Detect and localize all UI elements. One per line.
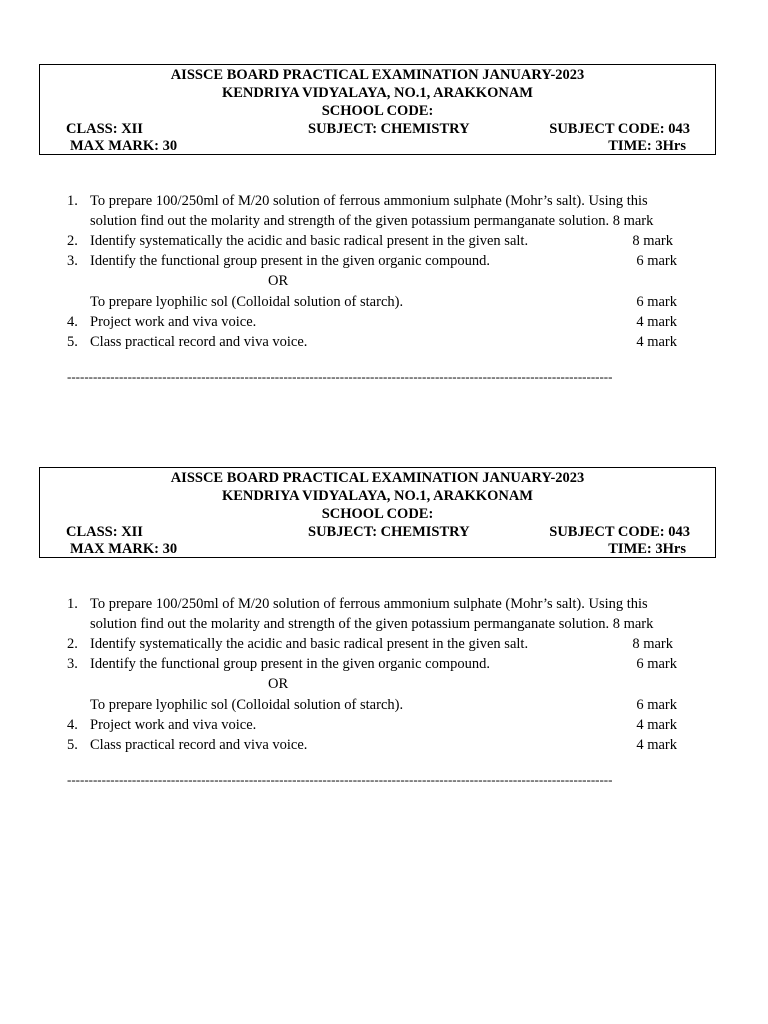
question-text: Project work and viva voice. [90,314,257,330]
question-text: To prepare lyophilic sol (Colloidal solution of starch). [90,294,404,310]
question-number: 1. [67,193,78,209]
max-mark-label: MAX MARK: 30 [70,541,178,557]
dashed-divider: ------------------------------------------------------------------------------------------------------------------------------ [67,773,613,787]
list-item [0,292,768,312]
or-separator: OR [268,676,289,692]
list-item [0,695,768,715]
school-name: KENDRIYA VIDYALAYA, NO.1, ARAKKONAM [221,488,533,504]
list-item [0,674,768,694]
class-subject-row [40,120,715,138]
school-name: KENDRIYA VIDYALAYA, NO.1, ARAKKONAM [221,85,533,101]
mark-time-row [40,137,715,155]
subject-code-label: SUBJECT CODE: 043 [549,121,690,137]
list-item [0,251,768,271]
class-label: CLASS: XII [66,524,143,540]
list-item [0,735,768,755]
class-label: CLASS: XII [66,121,143,137]
question-number: 3. [67,253,78,269]
or-separator: OR [268,273,289,289]
question-text: To prepare lyophilic sol (Colloidal solution of starch). [90,697,404,713]
question-mark: 8 mark [632,233,673,249]
question-number: 2. [67,636,78,652]
exam-title: AISSCE BOARD PRACTICAL EXAMINATION JANUARY-2023 [170,470,585,486]
question-text: Project work and viva voice. [90,717,257,733]
subject-label: SUBJECT: CHEMISTRY [308,121,470,137]
question-number: 1. [67,596,78,612]
question-mark: 6 mark [636,294,677,310]
list-item [0,211,768,231]
exam-header-box [39,467,716,558]
class-subject-row [40,523,715,541]
question-text: Class practical record and viva voice. [90,737,308,753]
list-item [0,271,768,291]
question-text: solution find out the molarity and strength of the given potassium permanganate solution. 8 mark [90,616,654,632]
question-text: Identify systematically the acidic and basic radical present in the given salt. [90,233,529,249]
question-number: 5. [67,737,78,753]
subject-code-label: SUBJECT CODE: 043 [549,524,690,540]
list-item [0,594,768,614]
question-mark: 4 mark [636,737,677,753]
list-item [0,715,768,735]
question-text: To prepare 100/250ml of M/20 solution of ferrous ammonium sulphate (Mohr’s salt). Using this [90,596,648,612]
school-code: SCHOOL CODE: [321,506,434,522]
question-number: 4. [67,717,78,733]
question-mark: 4 mark [636,314,677,330]
time-label: TIME: 3Hrs [608,541,686,557]
list-item [0,312,768,332]
dashed-divider: ------------------------------------------------------------------------------------------------------------------------------ [67,370,613,384]
school-code: SCHOOL CODE: [321,103,434,119]
list-item [0,654,768,674]
question-mark: 6 mark [636,253,677,269]
exam-title: AISSCE BOARD PRACTICAL EXAMINATION JANUARY-2023 [170,67,585,83]
list-item [0,231,768,251]
list-item [0,614,768,634]
mark-time-row [40,540,715,558]
question-text: solution find out the molarity and strength of the given potassium permanganate solution. 8 mark [90,213,654,229]
subject-label: SUBJECT: CHEMISTRY [308,524,470,540]
list-item [0,634,768,654]
question-text: Identify the functional group present in the given organic compound. [90,656,490,672]
question-mark: 6 mark [636,697,677,713]
question-mark: 8 mark [632,636,673,652]
question-number: 2. [67,233,78,249]
time-label: TIME: 3Hrs [608,138,686,154]
question-text: Identify the functional group present in the given organic compound. [90,253,490,269]
question-text: To prepare 100/250ml of M/20 solution of ferrous ammonium sulphate (Mohr’s salt). Using this [90,193,648,209]
question-number: 3. [67,656,78,672]
question-mark: 4 mark [636,334,677,350]
question-mark: 6 mark [636,656,677,672]
max-mark-label: MAX MARK: 30 [70,138,178,154]
list-item [0,191,768,211]
question-mark: 4 mark [636,717,677,733]
question-number: 4. [67,314,78,330]
list-item [0,332,768,352]
question-text: Class practical record and viva voice. [90,334,308,350]
question-number: 5. [67,334,78,350]
exam-header-box [39,64,716,155]
question-text: Identify systematically the acidic and basic radical present in the given salt. [90,636,529,652]
